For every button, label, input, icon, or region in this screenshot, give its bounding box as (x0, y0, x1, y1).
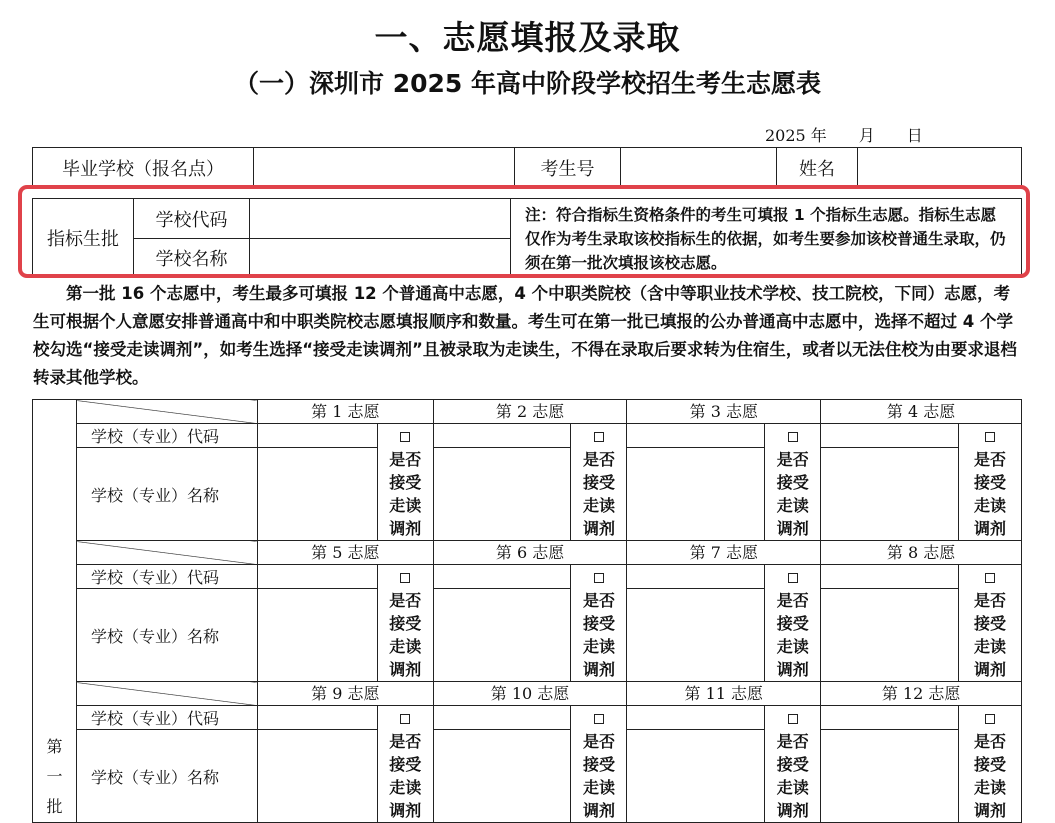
checkbox-label-line: 走读 (582, 496, 615, 515)
school-field[interactable] (254, 148, 515, 188)
name-label: 学校（专业）名称 (76, 448, 257, 541)
checkbox-label-line: 接受 (582, 755, 615, 774)
date-line: 2025 年 月 日 (765, 126, 923, 145)
checkbox-label-line: 接受 (973, 473, 1006, 492)
checkbox-label-line: 调剂 (776, 519, 809, 538)
school-name-field[interactable] (257, 589, 377, 682)
commute-adjust-option[interactable] (765, 424, 821, 541)
choice-header: 第 11 志愿 (627, 682, 821, 706)
checkbox-label-line: 接受 (582, 473, 615, 492)
name-label: 学校（专业）名称 (76, 589, 257, 682)
checkbox-label-line: 调剂 (973, 519, 1006, 538)
commute-adjust-option[interactable] (958, 565, 1021, 682)
checkbox-label-line: 接受 (776, 473, 809, 492)
commute-adjust-option[interactable] (958, 424, 1021, 541)
checkbox-icon[interactable] (985, 714, 995, 724)
checkbox-label-line: 调剂 (973, 801, 1006, 820)
code-label: 学校（专业）代码 (76, 424, 257, 448)
quota-name-label: 学校名称 (134, 239, 250, 278)
school-name-field[interactable] (627, 448, 765, 541)
checkbox-label-line: 是否 (389, 591, 422, 610)
checkbox-label-line: 是否 (776, 591, 809, 610)
checkbox-icon[interactable] (788, 432, 798, 442)
checkbox-label-line: 接受 (973, 755, 1006, 774)
checkbox-icon[interactable] (985, 432, 995, 442)
school-name-field[interactable] (821, 589, 959, 682)
school-name-field[interactable] (627, 730, 765, 823)
exam-no-field[interactable] (621, 148, 777, 188)
checkbox-label-line: 调剂 (582, 801, 615, 820)
school-code-field[interactable] (433, 565, 571, 589)
checkbox-label-line: 是否 (582, 591, 615, 610)
choice-header: 第 3 志愿 (627, 400, 821, 424)
school-code-field[interactable] (821, 565, 959, 589)
choice-header: 第 10 志愿 (433, 682, 627, 706)
school-name-field[interactable] (821, 448, 959, 541)
choice-header: 第 6 志愿 (433, 541, 627, 565)
commute-adjust-option[interactable] (765, 565, 821, 682)
checkbox-label-line: 接受 (389, 755, 422, 774)
checkbox-label-line: 接受 (973, 614, 1006, 633)
school-code-field[interactable] (257, 565, 377, 589)
checkbox-icon[interactable] (594, 714, 604, 724)
checkbox-label-line: 是否 (776, 450, 809, 469)
commute-adjust-option[interactable] (571, 565, 627, 682)
commute-adjust-option[interactable] (571, 706, 627, 823)
school-name-field[interactable] (257, 448, 377, 541)
checkbox-label-line: 走读 (776, 637, 809, 656)
name-label: 学校（专业）名称 (76, 730, 257, 823)
school-code-field[interactable] (627, 424, 765, 448)
exam-no-label: 考生号 (515, 148, 621, 188)
school-code-field[interactable] (821, 424, 959, 448)
checkbox-label-line: 是否 (973, 591, 1006, 610)
checkbox-label-line: 调剂 (389, 801, 422, 820)
name-label: 姓名 (777, 148, 858, 188)
quota-code-label: 学校代码 (134, 199, 250, 239)
checkbox-label-line: 调剂 (776, 660, 809, 679)
checkbox-label-line: 是否 (389, 450, 422, 469)
school-code-field[interactable] (257, 706, 377, 730)
checkbox-label-line: 接受 (389, 473, 422, 492)
checkbox-icon[interactable] (594, 432, 604, 442)
checkbox-label-line: 是否 (973, 450, 1006, 469)
school-code-field[interactable] (257, 424, 377, 448)
checkbox-label-line: 接受 (776, 614, 809, 633)
school-name-field[interactable] (257, 730, 377, 823)
checkbox-label-line: 走读 (973, 778, 1006, 797)
checkbox-icon[interactable] (788, 714, 798, 724)
school-code-field[interactable] (627, 565, 765, 589)
choice-header: 第 1 志愿 (257, 400, 433, 424)
name-field[interactable] (858, 148, 1022, 188)
checkbox-icon[interactable] (400, 432, 410, 442)
choice-header: 第 5 志愿 (257, 541, 433, 565)
checkbox-label-line: 是否 (582, 732, 615, 751)
section-title: 一、志愿填报及录取 (374, 18, 681, 57)
checkbox-label-line: 走读 (389, 496, 422, 515)
checkbox-label-line: 调剂 (582, 660, 615, 679)
batch-side-label (33, 400, 77, 823)
quota-batch-label: 指标生批 (33, 199, 134, 278)
choice-header: 第 9 志愿 (257, 682, 433, 706)
checkbox-icon[interactable] (788, 573, 798, 583)
highlight-box (18, 185, 1030, 278)
checkbox-label-line: 是否 (582, 450, 615, 469)
choice-header: 第 4 志愿 (821, 400, 1022, 424)
commute-adjust-option[interactable] (571, 424, 627, 541)
student-info-table (32, 147, 1022, 188)
school-code-field[interactable] (433, 706, 571, 730)
school-name-field[interactable] (627, 589, 765, 682)
commute-adjust-option[interactable] (765, 706, 821, 823)
checkbox-label-line: 走读 (776, 778, 809, 797)
choices-table (32, 399, 1022, 823)
school-name-field[interactable] (433, 730, 571, 823)
checkbox-label-line: 走读 (389, 637, 422, 656)
choice-header: 第 12 志愿 (821, 682, 1022, 706)
header-diagonal-cell (76, 400, 257, 424)
code-label: 学校（专业）代码 (76, 706, 257, 730)
checkbox-label-line: 调剂 (389, 660, 422, 679)
quota-note: 注：符合指标生资格条件的考生可填报 1 个指标生志愿。指标生志愿仅作为考生录取该校指标生的依据，如考生要参加该校普通生录取，仍须在第一批次填报该校志愿。 (511, 199, 1022, 278)
checkbox-label-line: 走读 (389, 778, 422, 797)
commute-adjust-option[interactable] (377, 424, 433, 541)
choice-header: 第 8 志愿 (821, 541, 1022, 565)
checkbox-label-line: 走读 (973, 637, 1006, 656)
commute-adjust-option[interactable] (958, 706, 1021, 823)
code-label: 学校（专业）代码 (76, 565, 257, 589)
header-diagonal-cell (76, 682, 257, 706)
checkbox-icon[interactable] (400, 573, 410, 583)
first-batch-paragraph: 第一批 16 个志愿中，考生最多可填报 12 个普通高中志愿，4 个中职类院校（含中等职业技术学校、技工院校，下同）志愿，考生可根据个人意愿安排普通高中和中职类院校志愿填报顺序和数量。考生可在第一批已填报的公办普通高中志愿中，选择不超过 4 个学校勾选“接受走读调剂”，如考生选择“接受走读调剂”且被录取为走读生，不得在录取后要求转为住宿生，或者以无法住校为由要求退档转录其他学校。 (33, 284, 1017, 387)
form-subtitle: （一）深圳市 2025 年高中阶段学校招生考生志愿表 (234, 69, 821, 98)
checkbox-label-line: 是否 (973, 732, 1006, 751)
checkbox-icon[interactable] (400, 714, 410, 724)
checkbox-label-line: 接受 (389, 614, 422, 633)
checkbox-label-line: 走读 (973, 496, 1006, 515)
commute-adjust-option[interactable] (377, 706, 433, 823)
school-code-field[interactable] (433, 424, 571, 448)
choice-header: 第 7 志愿 (627, 541, 821, 565)
checkbox-icon[interactable] (594, 573, 604, 583)
checkbox-label-line: 调剂 (776, 801, 809, 820)
checkbox-icon[interactable] (985, 573, 995, 583)
header-diagonal-cell (76, 541, 257, 565)
checkbox-label-line: 走读 (582, 778, 615, 797)
choice-header: 第 2 志愿 (433, 400, 627, 424)
checkbox-label-line: 是否 (389, 732, 422, 751)
checkbox-label-line: 调剂 (582, 519, 615, 538)
batch-side-text: 第一批 (46, 737, 63, 816)
checkbox-label-line: 接受 (776, 755, 809, 774)
checkbox-label-line: 调剂 (973, 660, 1006, 679)
checkbox-label-line: 走读 (582, 637, 615, 656)
checkbox-label-line: 调剂 (389, 519, 422, 538)
school-label: 毕业学校（报名点） (33, 148, 254, 188)
school-name-field[interactable] (433, 589, 571, 682)
checkbox-label-line: 是否 (776, 732, 809, 751)
school-name-field[interactable] (433, 448, 571, 541)
school-name-field[interactable] (821, 730, 959, 823)
checkbox-label-line: 走读 (776, 496, 809, 515)
checkbox-label-line: 接受 (582, 614, 615, 633)
school-code-field[interactable] (627, 706, 765, 730)
commute-adjust-option[interactable] (377, 565, 433, 682)
school-code-field[interactable] (821, 706, 959, 730)
